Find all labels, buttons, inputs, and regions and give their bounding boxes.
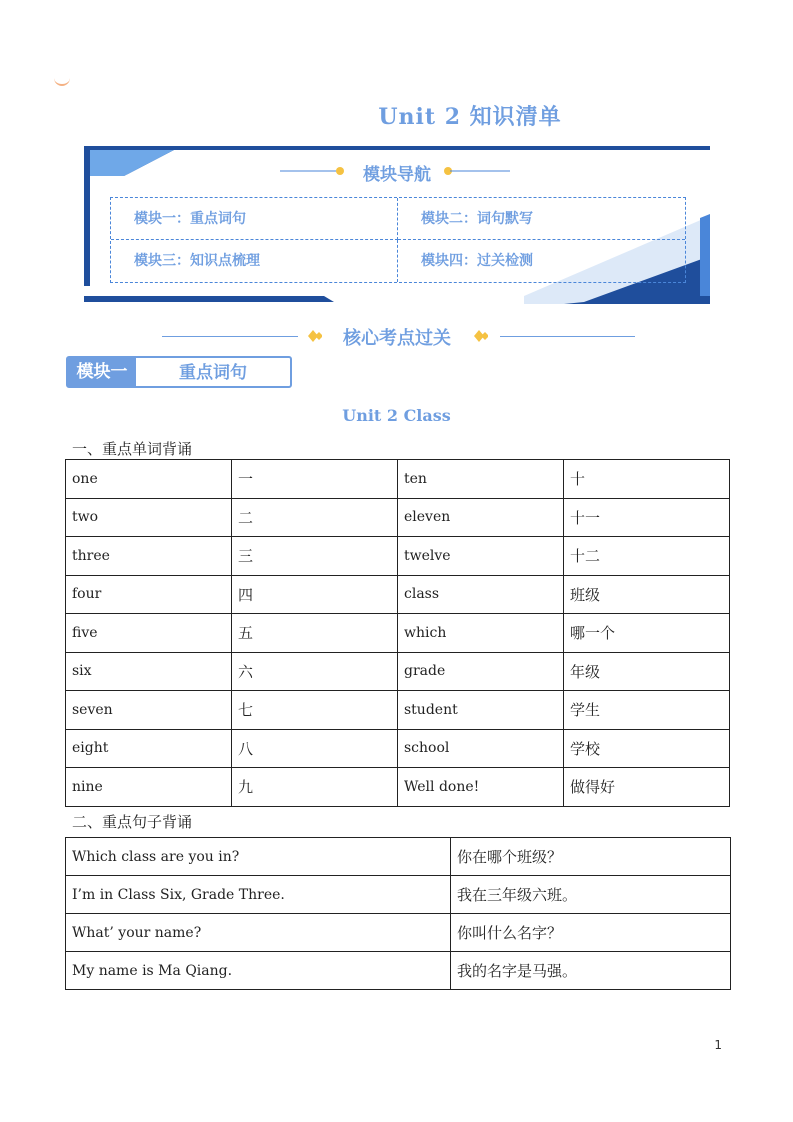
sentence-table — [65, 837, 731, 990]
vocab-row — [66, 729, 730, 768]
vocab-chinese-cell: 学生 — [564, 691, 730, 730]
nav-item-module-1[interactable]: 模块一：重点词句 — [111, 198, 398, 240]
vocab-english-cell: four — [66, 575, 232, 614]
nav-item-module-2[interactable]: 模块二：词句默写 — [398, 198, 685, 240]
vocab-chinese-cell: 八 — [232, 729, 398, 768]
vocab-english-cell: which — [398, 614, 564, 653]
module-navigation — [84, 146, 710, 304]
vocab-english-cell: seven — [66, 691, 232, 730]
module-number: 模块一 — [68, 358, 136, 386]
vocab-english-cell: nine — [66, 768, 232, 807]
vocab-chinese-cell: 五 — [232, 614, 398, 653]
section-title: Unit 2 Class — [342, 406, 451, 425]
sentence-english-cell: I’m in Class Six, Grade Three. — [66, 876, 451, 914]
sentence-chinese-cell: 我在三年级六班。 — [451, 876, 731, 914]
vocab-english-cell: eleven — [398, 498, 564, 537]
vocab-row — [66, 691, 730, 730]
vocab-chinese-cell: 班级 — [564, 575, 730, 614]
sentence-chinese-cell: 你在哪个班级？ — [451, 838, 731, 876]
diamond-right-icon — [474, 330, 488, 342]
sentence-chinese-cell: 你叫什么名字？ — [451, 914, 731, 952]
vocab-chinese-cell: 哪一个 — [564, 614, 730, 653]
sentence-row — [66, 838, 731, 876]
sentence-english-cell: Which class are you in? — [66, 838, 451, 876]
core-title-left-rule — [162, 336, 298, 337]
vocab-chinese-cell: 做得好 — [564, 768, 730, 807]
vocab-chinese-cell: 十二 — [564, 537, 730, 576]
vocab-english-cell: three — [66, 537, 232, 576]
vocab-row — [66, 575, 730, 614]
core-title-right-rule — [500, 336, 635, 337]
sentence-english-cell: My name is Ma Qiang. — [66, 952, 451, 990]
vocab-row — [66, 614, 730, 653]
sentence-row — [66, 952, 731, 990]
vocab-row — [66, 498, 730, 537]
vocab-row — [66, 460, 730, 499]
vocab-row — [66, 768, 730, 807]
vocab-chinese-cell: 四 — [232, 575, 398, 614]
vocab-row — [66, 537, 730, 576]
sentence-row — [66, 876, 731, 914]
vocab-row — [66, 652, 730, 691]
vocab-chinese-cell: 年级 — [564, 652, 730, 691]
sentence-english-cell: What’ your name? — [66, 914, 451, 952]
nav-item-module-4[interactable]: 模块四：过关检测 — [421, 253, 533, 269]
vocab-english-cell: ten — [398, 460, 564, 499]
navigation-grid — [110, 197, 686, 283]
nav-item-module-3[interactable]: 模块三：知识点梳理 — [111, 240, 398, 282]
vocab-chinese-cell: 九 — [232, 768, 398, 807]
vocab-chinese-cell: 十一 — [564, 498, 730, 537]
vocab-english-cell: student — [398, 691, 564, 730]
corner-decoration — [54, 78, 70, 86]
vocab-english-cell: two — [66, 498, 232, 537]
vocab-english-cell: eight — [66, 729, 232, 768]
vocab-english-cell: twelve — [398, 537, 564, 576]
vocab-english-cell: one — [66, 460, 232, 499]
vocab-english-cell: class — [398, 575, 564, 614]
sentence-heading: 二、重点句子背诵 — [72, 813, 193, 831]
sentence-chinese-cell: 我的名字是马强。 — [451, 952, 731, 990]
navigation-title: 模块导航 — [363, 165, 431, 185]
vocab-chinese-cell: 十 — [564, 460, 730, 499]
vocab-chinese-cell: 一 — [232, 460, 398, 499]
vocab-chinese-cell: 学校 — [564, 729, 730, 768]
page-title: Unit 2 知识清单 — [378, 104, 562, 130]
vocab-table — [65, 459, 730, 807]
vocab-heading: 一、重点单词背诵 — [72, 440, 193, 458]
vocab-chinese-cell: 三 — [232, 537, 398, 576]
vocab-english-cell: Well done! — [398, 768, 564, 807]
module-tag — [66, 356, 292, 388]
vocab-chinese-cell: 六 — [232, 652, 398, 691]
sentence-row — [66, 914, 731, 952]
vocab-chinese-cell: 七 — [232, 691, 398, 730]
module-name: 重点词句 — [179, 363, 247, 383]
vocab-english-cell: five — [66, 614, 232, 653]
core-section-title: 核心考点过关 — [343, 328, 451, 349]
page-number: 1 — [714, 1038, 722, 1052]
vocab-english-cell: grade — [398, 652, 564, 691]
vocab-english-cell: six — [66, 652, 232, 691]
vocab-chinese-cell: 二 — [232, 498, 398, 537]
vocab-english-cell: school — [398, 729, 564, 768]
